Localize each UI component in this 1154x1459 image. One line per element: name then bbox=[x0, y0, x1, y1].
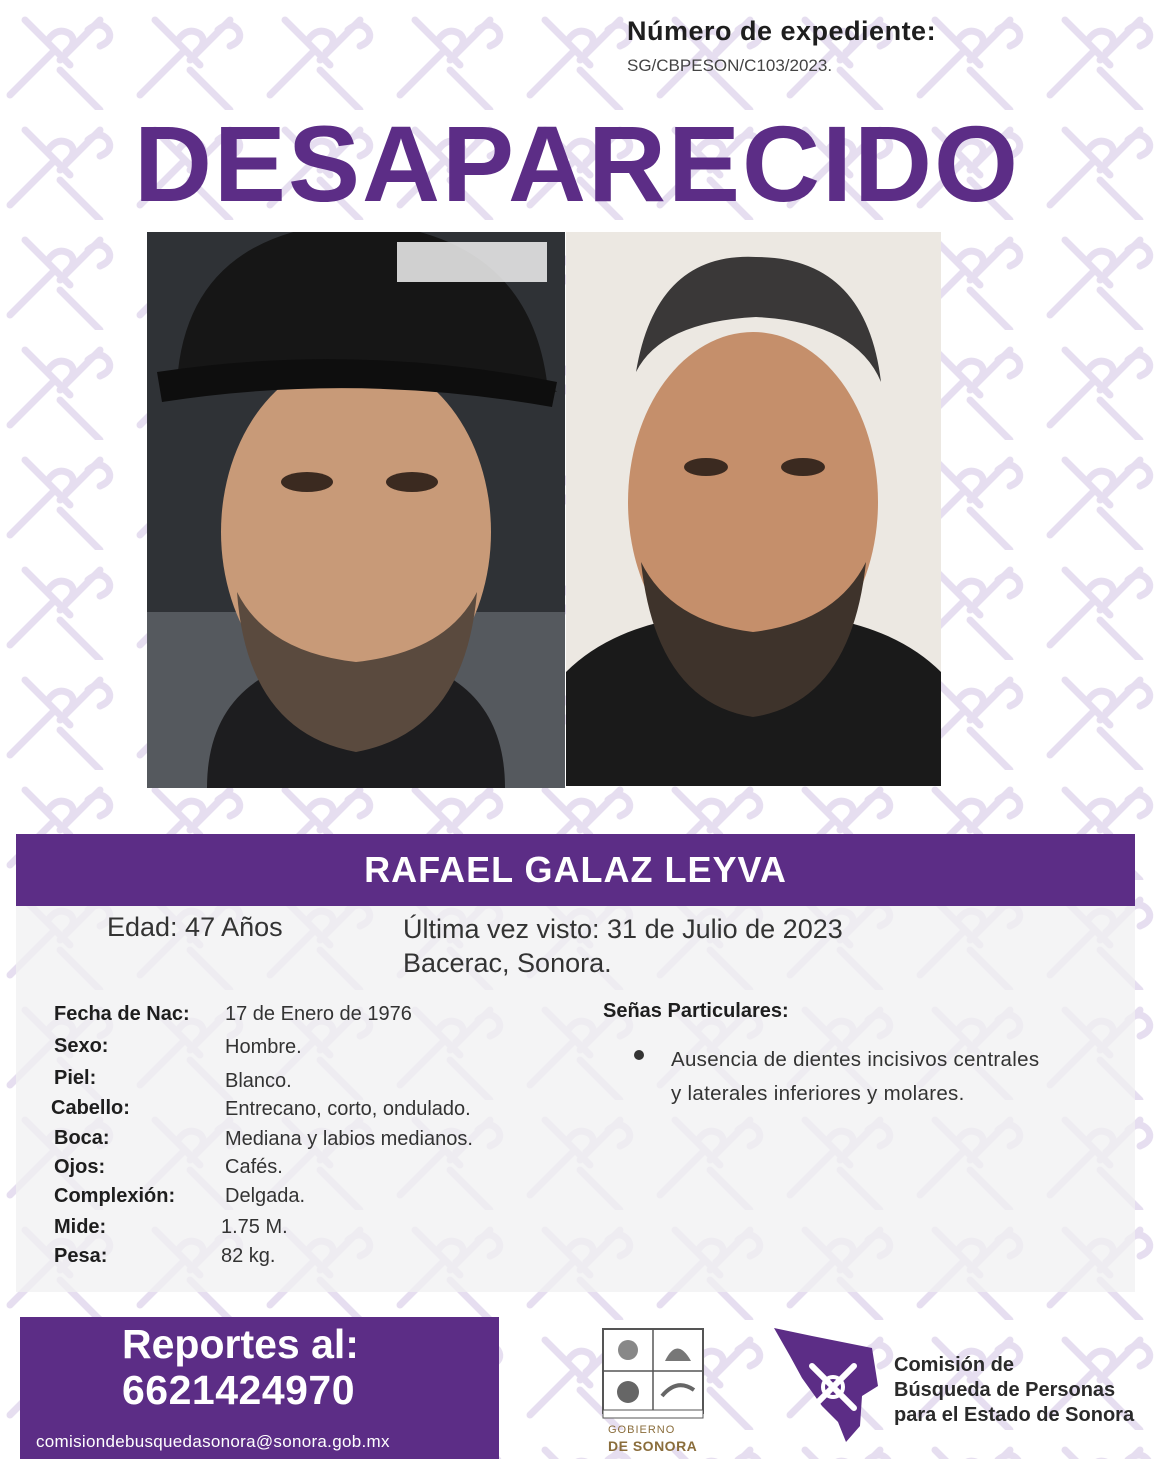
detail-label-height: Mide: bbox=[54, 1216, 107, 1238]
commission-name-line: para el Estado de Sonora bbox=[894, 1404, 1135, 1426]
person-name: RAFAEL GALAZ LEYVA bbox=[364, 849, 787, 890]
detail-label-build: Complexión: bbox=[54, 1185, 176, 1207]
detail-value-build: Delgada. bbox=[225, 1185, 306, 1207]
file-number: SG/CBPESON/C103/2023. bbox=[627, 56, 833, 75]
last-seen-date: Última vez visto: 31 de Julio de 2023 bbox=[403, 914, 843, 944]
sonora-coat-of-arms-icon bbox=[600, 1326, 706, 1420]
report-title: Reportes al: bbox=[122, 1321, 359, 1367]
name-banner bbox=[16, 834, 1135, 906]
government-state: DE SONORA bbox=[608, 1438, 698, 1454]
photo-without-cap bbox=[566, 232, 941, 786]
missing-headline: DESAPARECIDO bbox=[133, 103, 1021, 224]
detail-value-mouth: Mediana y labios medianos. bbox=[225, 1128, 473, 1150]
report-phone[interactable]: 6621424970 bbox=[122, 1367, 356, 1413]
detail-value-skin: Blanco. bbox=[225, 1070, 292, 1092]
commission-name-line: Comisión de bbox=[894, 1354, 1015, 1376]
age: Edad: 47 Años bbox=[107, 912, 283, 942]
detail-value-hair: Entrecano, corto, ondulado. bbox=[225, 1098, 471, 1120]
detail-value-eyes: Cafés. bbox=[225, 1156, 283, 1178]
detail-label-sex: Sexo: bbox=[54, 1035, 109, 1057]
detail-value-sex: Hombre. bbox=[225, 1036, 302, 1058]
detail-value-birthdate: 17 de Enero de 1976 bbox=[225, 1003, 412, 1025]
photo-with-cap bbox=[147, 232, 565, 788]
distinguishing-mark-line: y laterales inferiores y molares. bbox=[671, 1082, 965, 1105]
detail-label-hair: Cabello: bbox=[51, 1097, 130, 1119]
last-seen-place: Bacerac, Sonora. bbox=[403, 948, 612, 978]
detail-label-eyes: Ojos: bbox=[54, 1156, 106, 1178]
detail-label-weight: Pesa: bbox=[54, 1245, 108, 1267]
detail-value-height: 1.75 M. bbox=[221, 1216, 288, 1238]
distinguishing-marks-title: Señas Particulares: bbox=[603, 1000, 789, 1022]
detail-label-skin: Piel: bbox=[54, 1067, 97, 1089]
bullet-icon bbox=[634, 1050, 644, 1060]
sonora-map-icon bbox=[772, 1326, 882, 1444]
report-email[interactable]: comisiondebusquedasonora@sonora.gob.mx bbox=[36, 1432, 390, 1451]
detail-label-mouth: Boca: bbox=[54, 1127, 110, 1149]
distinguishing-mark-line: Ausencia de dientes incisivos centrales bbox=[671, 1048, 1040, 1071]
file-number-label: Número de expediente: bbox=[627, 16, 937, 46]
detail-value-weight: 82 kg. bbox=[221, 1245, 276, 1267]
government-label: GOBIERNO bbox=[608, 1424, 676, 1436]
commission-name-line: Búsqueda de Personas bbox=[894, 1379, 1116, 1401]
detail-label-birthdate: Fecha de Nac: bbox=[54, 1003, 190, 1025]
